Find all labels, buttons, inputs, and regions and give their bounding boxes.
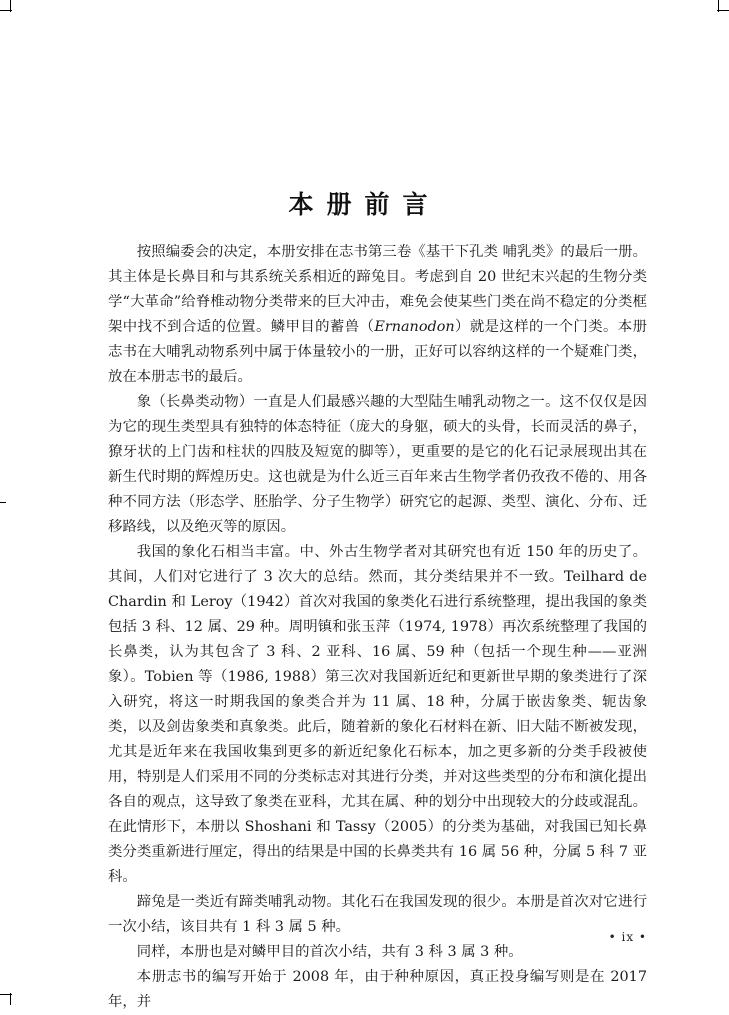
crop-mark-middle-left: [0, 502, 6, 503]
paragraph-1: [108, 240, 647, 390]
page-title: 本册前言: [288, 189, 441, 219]
paragraph-3: 我国的象化石相当丰富。中、外古生物学者对其研究也有近 150 年的历史了。其间，人们对它进行了 3 次大的总结。然而，其分类结果并不一致。Teilhard de Chardin 和 Leroy（1942）首次对我国的象类化石进行系统整理，提出我国的象类包括 3 科、12 属、29 种。周明镇和张玉萍（1974, 1978）再次系统整理了我国的长鼻类，认为其包含了 3 科、2 亚科、16 属、59 种（包括一个现生种——亚洲象）。Tobien 等（1986, 1988）第三次对我国新近纪和更新世早期的象类进行了深入研究，将这一时期我国的象类合并为 11 属、18 种，分属于嵌齿象类、轭齿象类，以及剑齿象类和真象类。此后，随着新的象化石材料在新、旧大陆不断被发现，尤其是近年来在我国收集到更多的新近纪象化石标本，加之更多新的分类手段被使用，特别是人们采用不同的分类标志对其进行分类，并对这些类型的分布和演化提出各自的观点，这导致了象类在亚科，尤其在属、种的划分中出现较大的分歧或混乱。在此情形下，本册以 Shoshani 和 Tassy（2005）的分类为基础，对我国已知长鼻类分类重新进行厘定，得出的结果是中国的长鼻类共有 16 属 56 种，分属 5 科 7 亚科。: [108, 544, 647, 885]
paragraph-1-text-start: 按照编委会的决定，本册安排在志书第三卷《基干下孔类 哺乳类》的最后一册。其主体是长鼻目和与其系统关系相近的蹄兔目。考虑到自 20 世纪末兴起的生物分类学“大革命”给脊椎动物分类带来的巨大冲击，难免会使某些门类在尚不稳定的分类框架中找不到合适的位置。鳞甲目的蓄兽（: [108, 244, 647, 335]
preface-body: [108, 240, 647, 1015]
paragraph-4: 蹄兔是一类近有蹄类哺乳动物。其化石在我国发现的很少。本册是首次对它进行一次小结，该目共有 1 科 3 属 5 种。: [108, 894, 647, 935]
paragraph-6: 本册志书的编写开始于 2008 年，由于种种原因，真正投身编写则是在 2017 年，并: [108, 969, 647, 1010]
genus-name-italic: Ernanodon: [374, 319, 455, 335]
crop-mark-top-right-vertical: [718, 0, 719, 12]
page-number: • ix •: [608, 930, 647, 944]
crop-mark-bottom-left-vertical: [10, 993, 11, 1005]
paragraph-1-text-end: ）就是这样的一个门类。本册志书在大哺乳动物系列中属于体量较小的一册，正好可以容纳这样的一个疑难门类，放在本册志书的最后。: [108, 319, 647, 385]
paragraph-2: 象（长鼻类动物）一直是人们最感兴趣的大型陆生哺乳动物之一。这不仅仅是因为它的现生类型具有独特的体态特征（庞大的身躯，硕大的头骨，长而灵活的鼻子，獠牙状的上门齿和柱状的四肢及短宽的脚等），更重要的是它的化石记录展现出其在新生代时期的辉煌历史。这也就是为什么近三百年来古生物学者仍孜孜不倦的、用各种不同方法（形态学、胚胎学、分子生物学）研究它的起源、类型、演化、分布、迁移路线，以及绝灭等的原因。: [108, 394, 647, 535]
crop-mark-top-left-vertical: [10, 0, 11, 12]
paragraph-5: 同样，本册也是对鳞甲目的首次小结，共有 3 科 3 属 3 种。: [136, 944, 523, 960]
